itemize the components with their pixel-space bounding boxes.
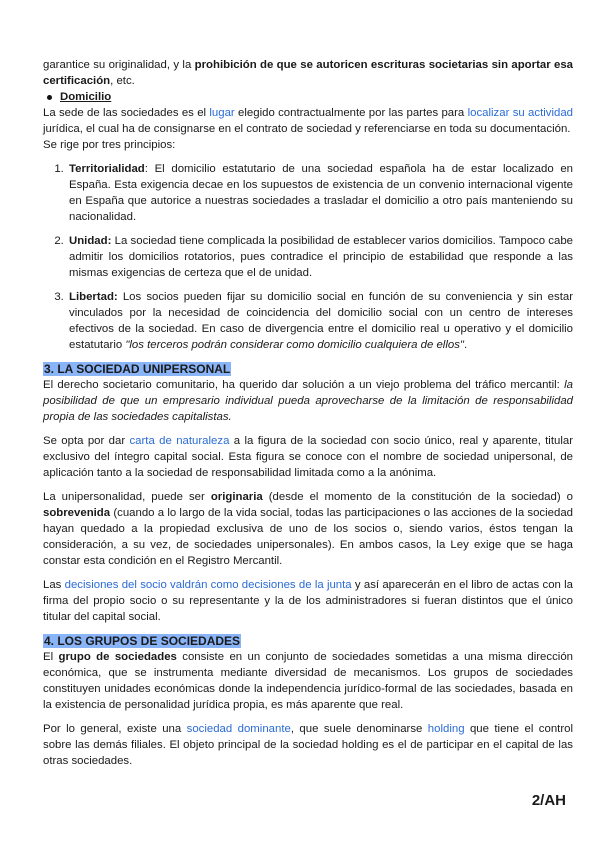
list-item: [67, 289, 573, 353]
section-heading: [43, 361, 573, 377]
text-run: : El domicilio estatutario de una sociedad española ha de estar localizado en España. Esta exigencia decae en los supuestos de existencia de un convenio internacional vigente en España que autorice a nuestras sociedades a trasladar el domicilio a otro país manteniendo su nacionalidad.: [69, 163, 573, 223]
paragraph: [43, 57, 573, 89]
section-heading-text: 3. LA SOCIEDAD UNIPERSONAL: [44, 362, 231, 376]
bold-text: originaria: [210, 491, 263, 503]
section-heading-text: 4. LOS GRUPOS DE SOCIEDADES: [44, 634, 241, 648]
bullet-item-domicilio: [43, 89, 573, 105]
italic-text: "los terceros podrán considerar como domicilio cualquiera de ellos": [125, 339, 464, 351]
paragraph: [43, 721, 573, 769]
text-run: jurídica, el cual ha de consignarse en el contrato de sociedad y referenciarse en toda su documentación.: [43, 123, 571, 135]
text-run: (cuando a lo largo de la vida social, todas las participaciones o las acciones de la sociedad hayan quedado a la propiedad exclusiva de uno de los socios o, siendo varios, éstos tengan la consideración, a su vez, de sociedades unipersonales). En ambos casos, la Ley exige que se haga constar esta condición en el Registro Mercantil.: [43, 507, 573, 567]
highlighted-term: holding: [427, 723, 465, 735]
highlighted-term: sociedad dominante: [186, 723, 291, 735]
section-heading: [43, 633, 573, 649]
text-run: Por lo general, existe una: [43, 723, 187, 735]
text-run: Se rige por tres principios:: [43, 139, 176, 151]
text-run: que tiene el control sobre las demás filiales. El objeto principal de la sociedad holding es el de participar en el capital de las otras sociedades.: [43, 723, 573, 767]
document-page: [43, 57, 573, 777]
text-run: El derecho societario comunitario, ha querido dar solución a un viejo problema del tráfico mercantil:: [43, 379, 565, 391]
paragraph: [43, 577, 573, 625]
highlighted-term: lugar: [209, 107, 235, 119]
text-run: , que suele denominarse: [290, 723, 428, 735]
highlighted-term: localizar su actividad: [467, 107, 574, 119]
text-run: Las: [43, 579, 65, 591]
text-run: elegido contractualmente por las partes para: [234, 107, 468, 119]
text-run: , etc.: [110, 75, 135, 87]
text-run: (desde el momento de la constitución de la sociedad) o: [262, 491, 573, 503]
bold-text: Libertad:: [69, 291, 118, 303]
paragraph: [43, 377, 573, 425]
subheading: Domicilio: [60, 91, 112, 103]
bold-text: Unidad:: [69, 235, 112, 247]
page-footer-label: 2/AH: [531, 792, 566, 809]
paragraph: [43, 105, 573, 137]
bold-text: Territorialidad: [69, 163, 145, 175]
list-item: [67, 161, 573, 225]
text-run: y así aparecerán en el libro de actas con la firma del propio socio o su representante y la de los administradores si fueran distintos que el único titular del capital social.: [43, 579, 574, 623]
principles-list: [43, 161, 573, 353]
italic-text: la posibilidad de que un empresario individual pueda aprovecharse de la limitación de responsabilidad propia de las sociedades capitalistas.: [43, 379, 573, 423]
text-run: El: [43, 651, 59, 663]
list-item: [67, 233, 573, 281]
highlighted-term: decisiones del socio valdrán como decisiones de la junta: [64, 579, 352, 591]
highlighted-term: carta de naturaleza: [129, 435, 230, 447]
text-run: garantice su originalidad, y la: [43, 59, 195, 71]
bold-text: sobrevenida: [43, 507, 111, 519]
bullet-icon: [47, 95, 52, 100]
text-run: La unipersonalidad, puede ser: [43, 491, 211, 503]
text-run: .: [463, 339, 468, 351]
paragraph: [43, 489, 573, 569]
paragraph: [43, 137, 573, 153]
bold-text: grupo de sociedades: [58, 651, 177, 663]
text-run: Los socios pueden fijar su domicilio social en función de su conveniencia y sin estar vinculados por la necesidad de coincidencia del domicilio social con un centro de intereses efectivos de la sociedad. En caso de divergencia entre el domicilio real u operativo y el domicilio estatutario: [69, 291, 573, 351]
paragraph: [43, 433, 573, 481]
text-run: a la figura de la sociedad con socio único, real y aparente, titular exclusivo del íntegro capital social. Esta figura se conoce con el nombre de sociedad unipersonal, de aplicación tanto a la sociedad de responsabilidad limitada como a la anónima.: [43, 435, 573, 479]
text-run: La sede de las sociedades es el: [43, 107, 210, 119]
text-run: consiste en un conjunto de sociedades sometidas a una misma dirección económica, que se instrumenta mediante diversidad de mecanismos. Los grupos de sociedades constituyen unidades económicas donde la independencia jurídico-formal de las sociedades, basada en la existencia de personalidad jurídica propia, es más aparente que real.: [43, 651, 573, 711]
text-run: Se opta por dar: [43, 435, 130, 447]
paragraph: [43, 649, 573, 713]
text-run: La sociedad tiene complicada la posibilidad de establecer varios domicilios. Tampoco cabe admitir los domicilios rotatorios, pues contradice el principio de estabilidad que responde a las mismas exigencias de certeza que el de unidad.: [69, 235, 573, 279]
bold-text: prohibición de que se autoricen escrituras societarias sin aportar esa certificación: [43, 59, 573, 87]
